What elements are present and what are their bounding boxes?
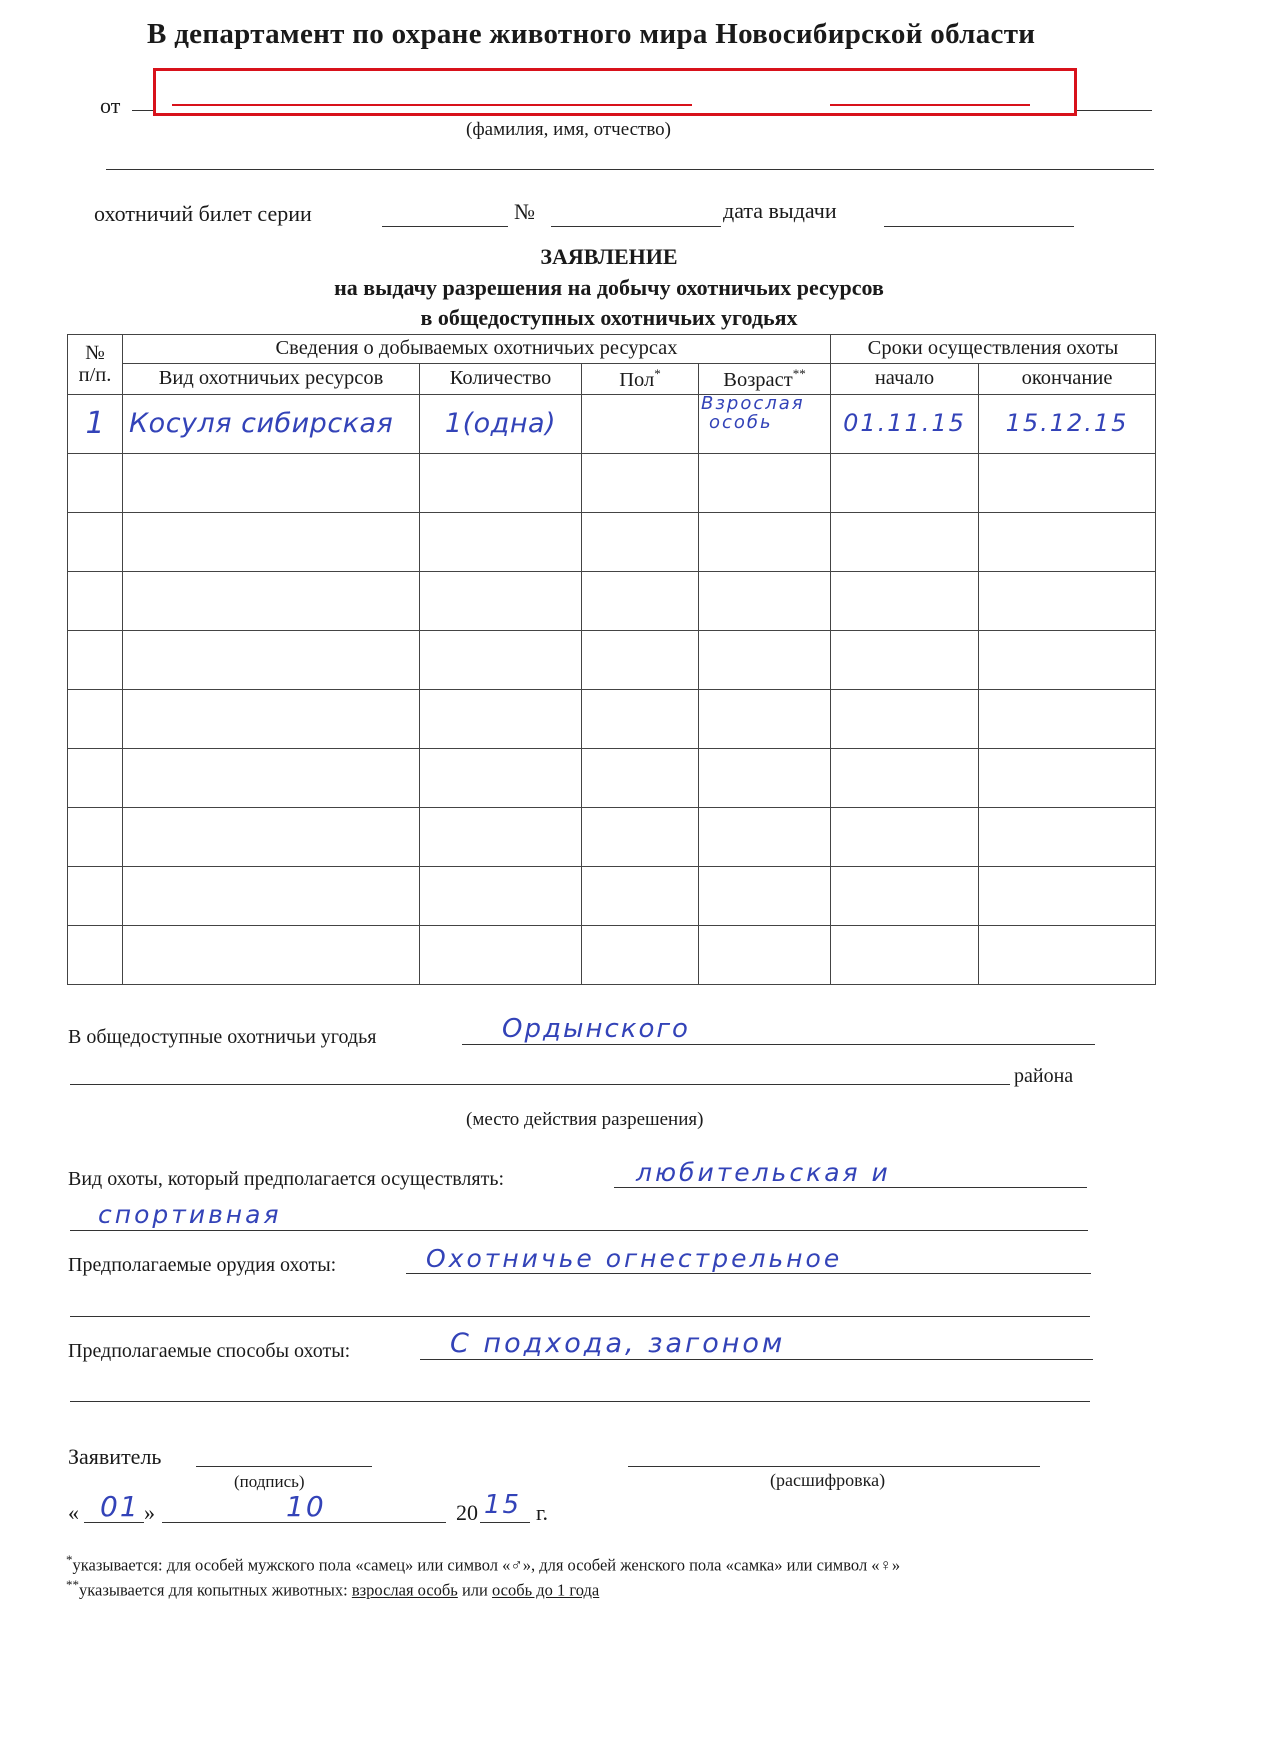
issue-date-label: дата выдачи	[723, 198, 837, 223]
row-species: Косуля сибирская	[123, 395, 420, 454]
col-number-header: № п/п.	[68, 335, 123, 395]
lands-caption: (место действия разрешения)	[466, 1109, 704, 1130]
document-title: ЗАЯВЛЕНИЕ	[540, 244, 678, 269]
tools-value: Охотничье огнестрельное	[426, 1244, 843, 1273]
table-row	[68, 808, 1156, 867]
date-month: 10	[286, 1490, 326, 1523]
issue-date-field	[884, 226, 1074, 227]
row-age: Взрослая особь	[699, 395, 831, 454]
row-end-date: 15.12.15	[979, 395, 1156, 454]
hunt-type-value-1: любительская и	[636, 1158, 891, 1187]
document-subtitle-2: в общедоступных охотничьих угодьях	[420, 305, 798, 330]
row-sex	[582, 395, 699, 454]
table-row	[68, 749, 1156, 808]
col-start-header: начало	[831, 364, 979, 395]
row-quantity: 1(одна)	[420, 395, 582, 454]
from-second-underline	[106, 169, 1154, 170]
group-header-dates: Сроки осуществления охоты	[831, 335, 1156, 364]
hunt-type-value-2: спортивная	[98, 1200, 282, 1229]
table-row	[68, 572, 1156, 631]
tools-field	[406, 1273, 1091, 1274]
table-row	[68, 690, 1156, 749]
methods-second-underline	[70, 1401, 1090, 1402]
date-quote-open: «	[68, 1500, 79, 1525]
footnote-1: *указывается: для особей мужского пола «самец» или символ «♂», для особей женского пола «самка» или символ «♀»	[66, 1552, 901, 1575]
col-species-header: Вид охотничьих ресурсов	[123, 364, 420, 395]
lands-label: В общедоступные охотничьи угодья	[68, 1026, 377, 1048]
date-day: 01	[100, 1490, 140, 1523]
ticket-number-field	[551, 226, 721, 227]
lands-suffix: района	[1014, 1065, 1074, 1087]
col-age-header: Возраст**	[699, 364, 831, 395]
table-row	[68, 395, 1156, 454]
date-year-unit: г.	[536, 1500, 549, 1525]
redaction-scribble	[830, 104, 1030, 106]
col-sex-header: Пол*	[582, 364, 699, 395]
tools-label: Предполагаемые орудия охоты:	[68, 1254, 337, 1276]
lands-second-underline	[70, 1084, 1010, 1085]
from-caption: (фамилия, имя, отчество)	[466, 119, 672, 140]
tools-second-underline	[70, 1316, 1090, 1317]
date-year-suffix: 15	[484, 1490, 522, 1520]
document-subtitle-1: на выдачу разрешения на добычу охотничьих ресурсов	[334, 275, 884, 300]
group-header-resources: Сведения о добываемых охотничьих ресурсах	[123, 335, 831, 364]
hunt-type-label: Вид охоты, который предполагается осуществлять:	[68, 1168, 505, 1190]
col-end-header: окончание	[979, 364, 1156, 395]
signature-caption: (подпись)	[234, 1472, 305, 1491]
lands-field	[462, 1044, 1095, 1045]
addressee-heading: В департамент по охране животного мира Новосибирской области	[147, 18, 1036, 50]
methods-value: С подхода, загоном	[450, 1328, 786, 1359]
date-year-field	[480, 1522, 530, 1523]
col-quantity-header: Количество	[420, 364, 582, 395]
table-row	[68, 513, 1156, 572]
date-quote-close: »	[144, 1500, 155, 1525]
decode-caption: (расшифровка)	[770, 1470, 886, 1490]
redaction-scribble	[172, 104, 692, 106]
ticket-series-label: охотничий билет серии	[94, 201, 312, 226]
table-row	[68, 867, 1156, 926]
ticket-number-label: №	[514, 199, 535, 224]
methods-field	[420, 1359, 1093, 1360]
footnote-2: **указывается для копытных животных: взрослая особь или особь до 1 года	[66, 1577, 600, 1600]
signature-field	[196, 1466, 372, 1467]
methods-label: Предполагаемые способы охоты:	[68, 1340, 351, 1362]
table-row	[68, 926, 1156, 985]
decode-field	[628, 1466, 1040, 1467]
date-year-prefix: 20	[456, 1500, 478, 1525]
lands-value: Ордынского	[502, 1014, 690, 1044]
resources-table	[67, 334, 1156, 985]
ticket-series-field	[382, 226, 508, 227]
row-number: 1	[68, 395, 123, 454]
applicant-label: Заявитель	[68, 1444, 162, 1469]
redaction-box	[153, 68, 1077, 116]
row-start-date: 01.11.15	[831, 395, 979, 454]
table-row	[68, 631, 1156, 690]
hunt-type-field	[614, 1187, 1087, 1188]
table-row	[68, 454, 1156, 513]
from-label: от	[100, 93, 121, 118]
hunt-type-second-underline	[70, 1230, 1088, 1231]
